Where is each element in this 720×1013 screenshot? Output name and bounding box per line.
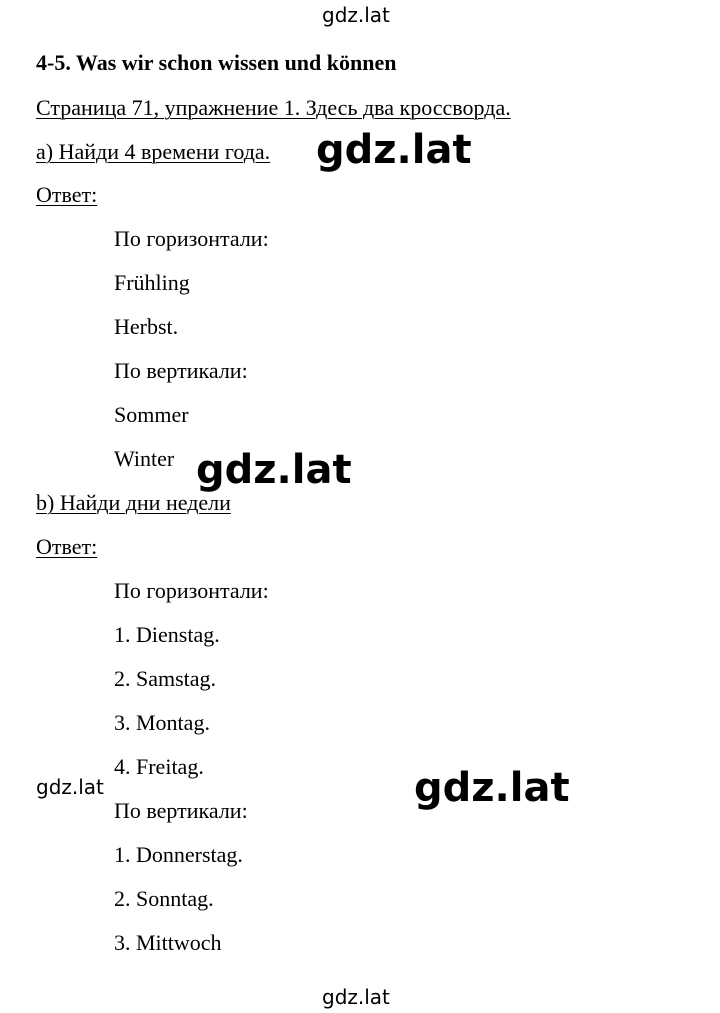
part-a-horizontal-item: Herbst. — [114, 314, 179, 339]
part-a-vertical-item: Winter — [114, 446, 175, 471]
part-a-vertical-label: По вертикали: — [114, 358, 248, 383]
watermark-large-2: gdz.lat — [196, 447, 352, 493]
part-b-vertical-item: 1. Donnerstag. — [114, 842, 243, 867]
part-a-horizontal-label: По горизонтали: — [114, 226, 269, 251]
part-a-vertical-item: Sommer — [114, 402, 189, 427]
watermark-large-3: gdz.lat — [414, 765, 570, 811]
part-b-horizontal-item: 3. Montag. — [114, 710, 210, 735]
part-b-vertical-item: 2. Sonntag. — [114, 886, 214, 911]
part-b-vertical-item: 3. Mittwoch — [114, 930, 222, 955]
watermark-top: gdz.lat — [322, 3, 390, 27]
part-b-horizontal-label: По горизонтали: — [114, 578, 269, 603]
part-a-answer-label: Ответ: — [36, 182, 98, 207]
part-b-horizontal-item: 2. Samstag. — [114, 666, 217, 691]
part-a-heading: а) Найди 4 времени года. — [36, 139, 271, 164]
watermark-large-1: gdz.lat — [316, 127, 472, 173]
part-a-horizontal-item: Frühling — [114, 270, 190, 295]
page-title: 4-5. Was wir schon wissen und können — [36, 50, 397, 75]
part-b-heading: b) Найди дни недели — [36, 490, 231, 515]
part-b-answer-label: Ответ: — [36, 534, 98, 559]
task-line: Страница 71, упражнение 1. Здесь два кроссворда. — [36, 95, 511, 120]
watermark-left: gdz.lat — [36, 775, 104, 799]
part-b-horizontal-item: 1. Dienstag. — [114, 622, 220, 647]
part-b-vertical-label: По вертикали: — [114, 798, 248, 823]
watermark-bottom: gdz.lat — [322, 985, 390, 1009]
part-b-horizontal-item: 4. Freitag. — [114, 754, 204, 779]
